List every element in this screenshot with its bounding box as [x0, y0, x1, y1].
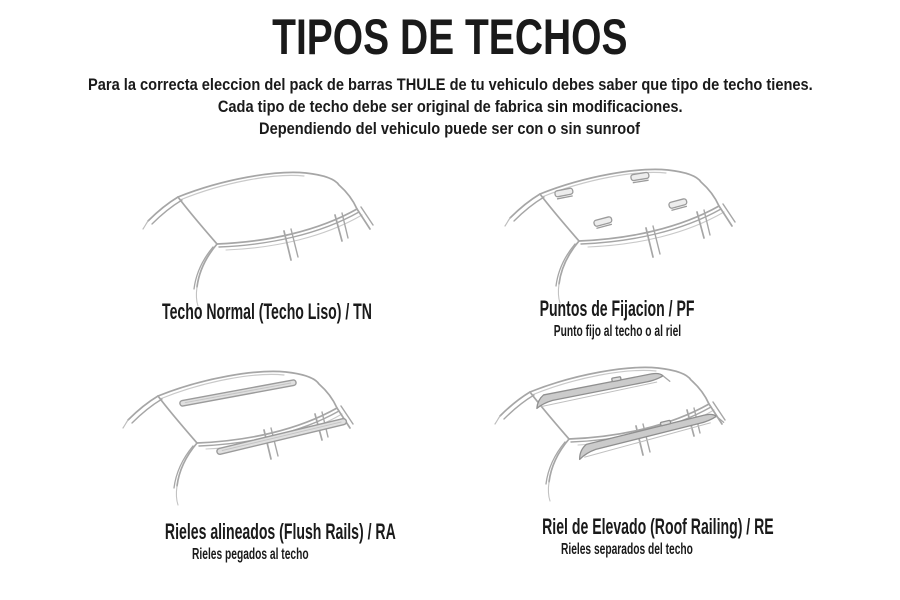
fixpoint-pads	[554, 172, 687, 229]
intro-text	[0, 74, 900, 140]
roof-outline	[143, 172, 373, 306]
roof-type-label: Riel de Elevado (Roof Railing) / RE	[542, 514, 774, 539]
caption-tn	[103, 300, 403, 323]
intro-line: Para la correcta eleccion del pack de barras THULE de tu vehiculo debes saber que tipo de techo tienes.	[87, 75, 813, 94]
intro-line: Dependiendo del vehiculo puede ser con o sin sunroof	[259, 119, 641, 138]
caption-re	[477, 515, 777, 558]
roof-type-label: Puntos de Fijacion / PF	[539, 296, 695, 321]
plain-roof-illustration	[138, 163, 448, 313]
roof-type-label: Techo Normal (Techo Liso) / TN	[162, 299, 372, 324]
fixpoint-roof-illustration	[500, 160, 810, 310]
caption-pf	[467, 297, 767, 340]
flush-rails	[179, 380, 347, 455]
caption-ra	[100, 520, 400, 563]
roof-type-sublabel: Rieles separados del techo	[561, 541, 693, 559]
roof-type-sublabel: Punto fijo al techo o al riel	[553, 323, 681, 341]
roof-type-sublabel: Rieles pegados al techo	[191, 546, 309, 564]
page-title: TIPOS DE TECHOS	[272, 9, 628, 65]
roof-outline	[505, 169, 735, 303]
flush-rails-roof-illustration	[118, 362, 428, 512]
raised-rails-roof-illustration	[490, 358, 800, 508]
intro-line: Cada tipo de techo debe ser original de fabrica sin modificaciones.	[217, 97, 683, 116]
roof-type-label: Rieles alineados (Flush Rails) / RA	[164, 519, 396, 544]
